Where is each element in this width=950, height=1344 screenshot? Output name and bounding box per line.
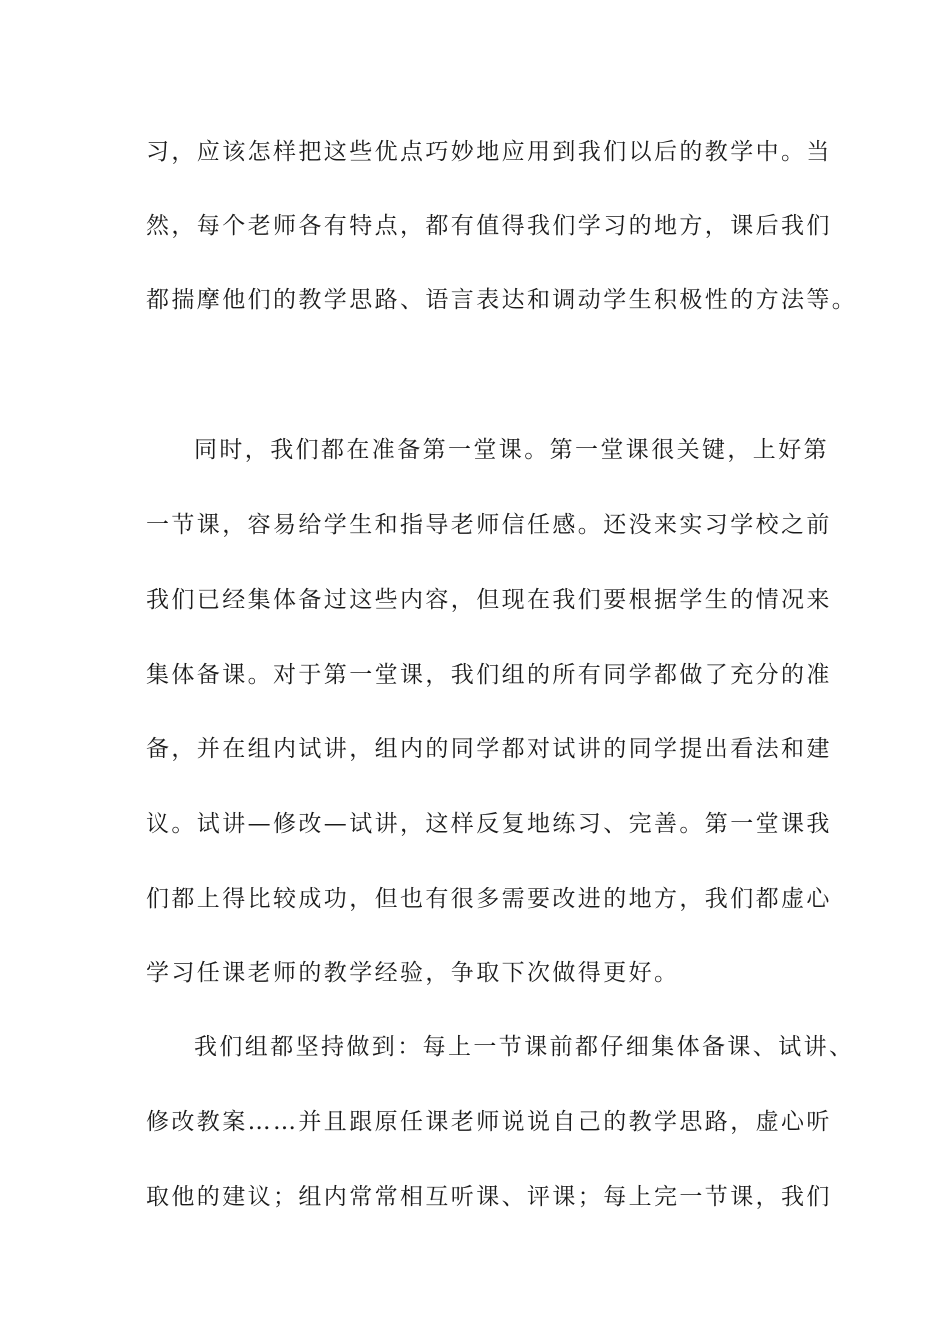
paragraph-line: 修改教案……并且跟原任课老师说说自己的教学思路，虚心听 (146, 1109, 832, 1135)
paragraph-line: 同时，我们都在准备第一堂课。第一堂课很关键，上好第 (194, 437, 829, 463)
paragraph-line: 习，应该怎样把这些优点巧妙地应用到我们以后的教学中。当 (146, 139, 832, 165)
paragraph-line: 都揣摩他们的教学思路、语言表达和调动学生积极性的方法等。 (146, 287, 858, 313)
paragraph-line: 集体备课。对于第一堂课，我们组的所有同学都做了充分的准 (146, 662, 832, 688)
paragraph-line: 我们已经集体备过这些内容，但现在我们要根据学生的情况来 (146, 587, 832, 613)
paragraph-line: 一节课，容易给学生和指导老师信任感。还没来实习学校之前 (146, 512, 832, 538)
paragraph-line: 备，并在组内试讲，组内的同学都对试讲的同学提出看法和建 (146, 736, 832, 762)
paragraph-line: 然，每个老师各有特点，都有值得我们学习的地方，课后我们 (146, 213, 832, 239)
paragraph-line: 议。试讲—修改—试讲，这样反复地练习、完善。第一堂课我 (146, 811, 832, 837)
paragraph-line: 学习任课老师的教学经验，争取下次做得更好。 (146, 960, 680, 986)
paragraph-line: 我们组都坚持做到：每上一节课前都仔细集体备课、试讲、 (194, 1034, 855, 1060)
paragraph-line: 取他的建议；组内常常相互听课、评课；每上完一节课，我们 (146, 1184, 832, 1210)
paragraph-line: 们都上得比较成功，但也有很多需要改进的地方，我们都虚心 (146, 886, 832, 912)
